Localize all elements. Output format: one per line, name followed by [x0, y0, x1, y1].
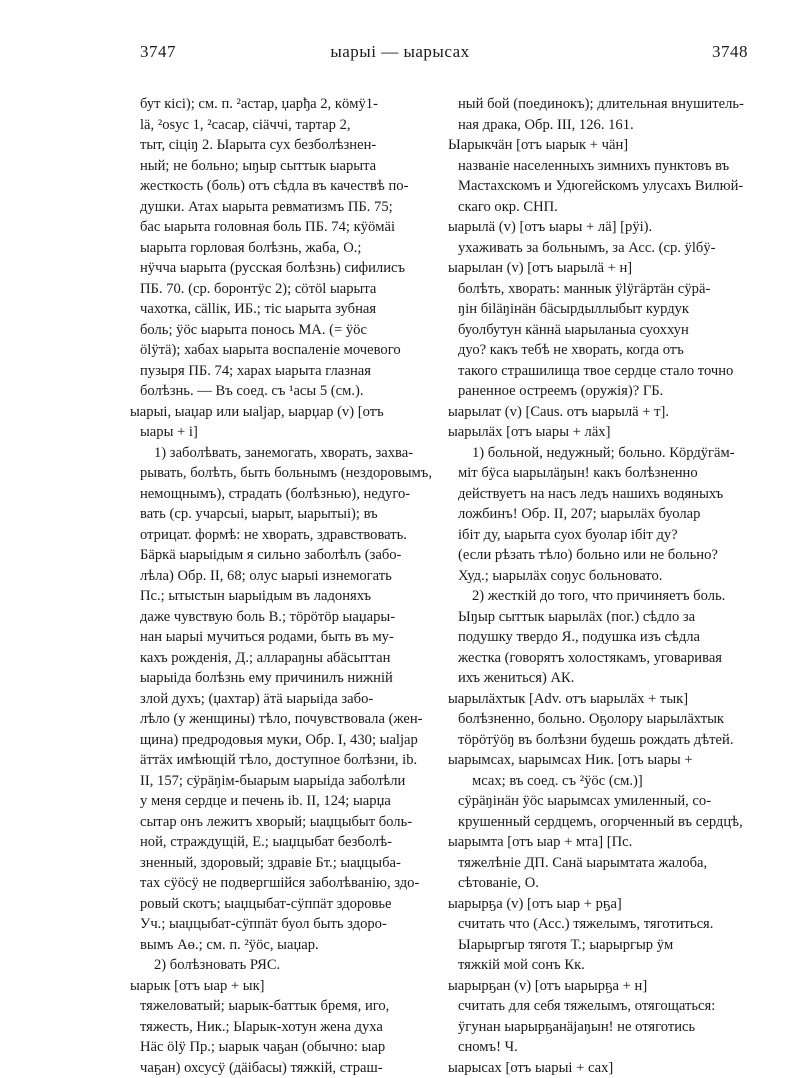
entry-text-line: сномъ! Ч.	[458, 1037, 776, 1058]
entry-text-line: ŋін біläŋінäн бäсырдыллыбыт курдук	[458, 299, 776, 320]
entry-text-line: болѣзненно, больно. Оҕолору ыарылäхтык	[458, 709, 776, 730]
entry-text-line: Ыŋыр сыттык ыарылäх (пог.) сѣдло за	[458, 607, 776, 628]
entry-text-line: ыарыіда болѣзнь ему причинилъ нижній	[140, 668, 450, 689]
entry-text-line: 1) заболѣвать, занемогать, хворать, захва-	[140, 443, 450, 464]
entry-text-line: тяжкій мой сонъ Кк.	[458, 955, 776, 976]
entry-text-line: сытар онъ лежитъ хворый; ыаџцыбыт боль-	[140, 812, 450, 833]
entry-text-line: злой духъ; (џахтар) äтä ыарыіда забо-	[140, 689, 450, 710]
entry-text-line: сÿрäŋінäн ÿöс ыарымсах умиленный, со-	[458, 791, 776, 812]
entry-text-line: отрицат. формѣ: не хворать, здравствовать.	[140, 525, 450, 546]
entry-text-line: тяжеловатый; ыарык-баттык бремя, иго,	[140, 996, 450, 1017]
entry-text-line: бут кісі); см. п. ²астар, џарђа 2, кöмÿ1-	[140, 94, 450, 115]
entry-text-line: ухаживать за больнымъ, за Асс. (ср. ÿlбÿ-	[458, 238, 776, 259]
entry-text-line: болѣть, хворать: маннык ÿlÿгäртäн сÿрä-	[458, 279, 776, 300]
entry-text-line: названіе населенныхъ зимнихъ пунктовъ въ	[458, 156, 776, 177]
entry-text-line: сѣтованіе, О.	[458, 873, 776, 894]
entry-text-line: бас ыарыта головная боль ПБ. 74; кÿöмäi	[140, 217, 450, 238]
entry-text-line: даже чувствую боль В.; тöрöтöр ыаџары-	[140, 607, 450, 628]
entry-text-line: ПБ. 70. (ср. боронтÿс 2); сöтöl ыарыта	[140, 279, 450, 300]
entry-text-line: тыт, сіціŋ 2. Ыарыта сух безболѣзнен-	[140, 135, 450, 156]
right-column	[458, 94, 776, 1078]
entry-text-line: мсах; въ соед. съ ²ÿöс (см.)]	[458, 771, 776, 792]
entry-text-line: тяжелѣніе ДП. Санä ыарымтата жалоба,	[458, 853, 776, 874]
entry-text-line: 2) жесткій до того, что причиняетъ боль.	[458, 586, 776, 607]
entry-text-line: 2) болѣзновать РЯС.	[140, 955, 450, 976]
entry-text-line: у меня сердце и печень ib. II, 124; ыарџа	[140, 791, 450, 812]
entry-text-line: тах сÿöсÿ не подвергшійся заболѣванію, здо-	[140, 873, 450, 894]
entry-text-line: жестка (говорятъ холостякамъ, уговаривая	[458, 648, 776, 669]
entry-text-line: ыарыта горловая болѣзнь, жаба, О.;	[140, 238, 450, 259]
entry-text-line: душки. Атах ыарыта ревматизмъ ПБ. 75;	[140, 197, 450, 218]
entry-text-line: чаҕан) охсусÿ (дäібасы) тяжкій, страш-	[140, 1058, 450, 1078]
entry-headword-line: ыарымсах, ыарымсах Ник. [отъ ыары +	[448, 750, 776, 771]
entry-text-line: Бäркä ыарыідым я сильно заболѣлъ (забо-	[140, 545, 450, 566]
entry-text-line: ложбинъ! Обр. II, 207; ыарылäх буолар	[458, 504, 776, 525]
entry-headword-line: ыарылä (v) [отъ ыары + лä] [рÿі).	[448, 217, 776, 238]
entry-text-line: ібіт ду, ыарыта суох буолар ібіт ду?	[458, 525, 776, 546]
entry-text-line: раненное остреемъ (оружія)? ГБ.	[458, 381, 776, 402]
entry-text-line: Пс.; ытыстын ыарыідым въ ладоняхъ	[140, 586, 450, 607]
entry-text-line: вымъ Аө.; см. п. ²ÿöс, ыаџар.	[140, 935, 450, 956]
entry-headword-line: ыарылан (v) [отъ ыарылä + н]	[448, 258, 776, 279]
entry-text-line: Нäс ölÿ Пр.; ыарык чаҕан (обычно: ыар	[140, 1037, 450, 1058]
entry-text-line: ный бой (поединокъ); длительная внушитель-	[458, 94, 776, 115]
entry-text-line: ный; не больно; ыŋыр сыттык ыарыта	[140, 156, 450, 177]
entry-headword-line: ыарымта [отъ ыар + мта] [Пс.	[448, 832, 776, 853]
entry-text-line: рывать, болѣть, быть больнымъ (нездоровымъ,	[140, 463, 450, 484]
entry-text-line: äттäх имѣющій тѣло, доступное болѣзни, ib.	[140, 750, 450, 771]
entry-text-line: тöрöтÿöŋ въ болѣзни будешь рождать дѣтей.	[458, 730, 776, 751]
page-number-right: 3748	[712, 42, 748, 62]
entry-text-line: лѣла) Обр. II, 68; олус ыарыі изнемогать	[140, 566, 450, 587]
entry-headword-line: ыарылäхтык [Adv. отъ ыарылäх + тык]	[448, 689, 776, 710]
entry-text-line: жесткость (боль) отъ сѣдла въ качествѣ по-	[140, 176, 450, 197]
entry-text-line: ихъ жениться) АК.	[458, 668, 776, 689]
entry-text-line: (если рѣзать тѣло) больно или не больно?	[458, 545, 776, 566]
page-number-left: 3747	[140, 42, 176, 62]
entry-headword-line: ыарыі, ыаџар или ыаljар, ыарџар (v) [отъ	[130, 402, 450, 423]
entry-text-line: считать что (Асс.) тяжелымъ, тяготиться.	[458, 914, 776, 935]
entry-text-line: подушку твердо Я., подушка изъ сѣдла	[458, 627, 776, 648]
entry-text-line: скаго окр. СНП.	[458, 197, 776, 218]
entry-text-line: такого страшилища твое сердце стало точно	[458, 361, 776, 382]
entry-text-line: считать для себя тяжелымъ, отягощаться:	[458, 996, 776, 1017]
entry-text-line: щина) предродовыя муки, Обр. I, 430; ыаljар	[140, 730, 450, 751]
entry-text-line: боль; ÿöс ыарыта понось МА. (= ÿöс	[140, 320, 450, 341]
entry-text-line: буолбутун кäннä ыарыланыа суоххун	[458, 320, 776, 341]
entry-text-line: Уч.; ыаџцыбат-сÿппäт буол быть здоро-	[140, 914, 450, 935]
entry-headword-line: ыарысах [отъ ыарыі + сах]	[448, 1058, 776, 1078]
entry-text-line: II, 157; сÿрäŋім-быарым ыарыіда заболѣли	[140, 771, 450, 792]
entry-text-line: вать (ср. учарсыі, ыарыт, ыарытыі); въ	[140, 504, 450, 525]
entry-text-line: тяжесть, Ник.; Ыарык-хотун жена духа	[140, 1017, 450, 1038]
entry-text-line: лѣло (у женщины) тѣло, почувствовала (жен-	[140, 709, 450, 730]
entry-text-line: болѣзнь. — Въ соед. съ ¹асы 5 (см.).	[140, 381, 450, 402]
running-title: ыарыі — ыарысах	[0, 42, 800, 62]
entry-text-line: ной, страждущій, Е.; ыаџцыбат безболѣ-	[140, 832, 450, 853]
entry-text-line: Ыарыргыр тяготя Т.; ыарыргыр ÿм	[458, 935, 776, 956]
entry-text-line: ровый скотъ; ыаџцыбат-сÿппäт здоровье	[140, 894, 450, 915]
entry-headword-line: Ыарыкчäн [отъ ыарык + чäн]	[448, 135, 776, 156]
entry-headword-line: ыарык [отъ ыар + ык]	[130, 976, 450, 997]
entry-text-line: пузыря ПБ. 74; харах ыарыта глазная	[140, 361, 450, 382]
entry-headword-line: ыарырҕа (v) [отъ ыар + рҕа]	[448, 894, 776, 915]
entry-text-line: чахотка, сällік, ИБ.; тіс ыарыта зубная	[140, 299, 450, 320]
entry-text-line: нан ыарыі мучиться родами, быть въ му-	[140, 627, 450, 648]
entry-text-line: зненный, здоровый; здравіе Бт.; ыаџцыба-	[140, 853, 450, 874]
entry-text-line: немощнымъ), страдать (болѣзнью), недуго-	[140, 484, 450, 505]
entry-headword-line: ыарырҕан (v) [отъ ыарырҕа + н]	[448, 976, 776, 997]
entry-text-line: міт бÿса ыарылäŋын! какъ болѣзненно	[458, 463, 776, 484]
entry-text-line: Худ.; ыарылäх соŋус больновато.	[458, 566, 776, 587]
entry-headword-line: ыарылат (v) [Caus. отъ ыарылä + т].	[448, 402, 776, 423]
entry-text-line: ölÿтä); хабах ыарыта воспаленіе мочевого	[140, 340, 450, 361]
entry-text-line: крушенный сердцемъ, огорченный въ сердцѣ,	[458, 812, 776, 833]
entry-headword-line: ыарылäх [отъ ыары + лäх]	[448, 422, 776, 443]
entry-text-line: Мастахскомъ и Удюгейскомъ улусахъ Вилюй-	[458, 176, 776, 197]
entry-text-line: ÿгунан ыарырҕанäјаŋын! не отяготись	[458, 1017, 776, 1038]
entry-text-line: ная драка, Обр. III, 126. 161.	[458, 115, 776, 136]
entry-text-line: кахъ рожденія, Д.; аллараŋны абäсыттан	[140, 648, 450, 669]
entry-text-line: 1) больной, недужный; больно. Кöрдÿгäм-	[458, 443, 776, 464]
entry-text-line: дуо? какъ тебѣ не хворать, когда отъ	[458, 340, 776, 361]
entry-text-line: ыары + і]	[140, 422, 450, 443]
entry-text-line: действуетъ на насъ ледъ нашихъ водяныхъ	[458, 484, 776, 505]
entry-text-line: нÿчча ыарыта (русская болѣзнь) сифилисъ	[140, 258, 450, 279]
left-column	[140, 94, 450, 1078]
entry-text-line: lä, ²оѕус 1, ²сасар, сіäччі, тартар 2,	[140, 115, 450, 136]
